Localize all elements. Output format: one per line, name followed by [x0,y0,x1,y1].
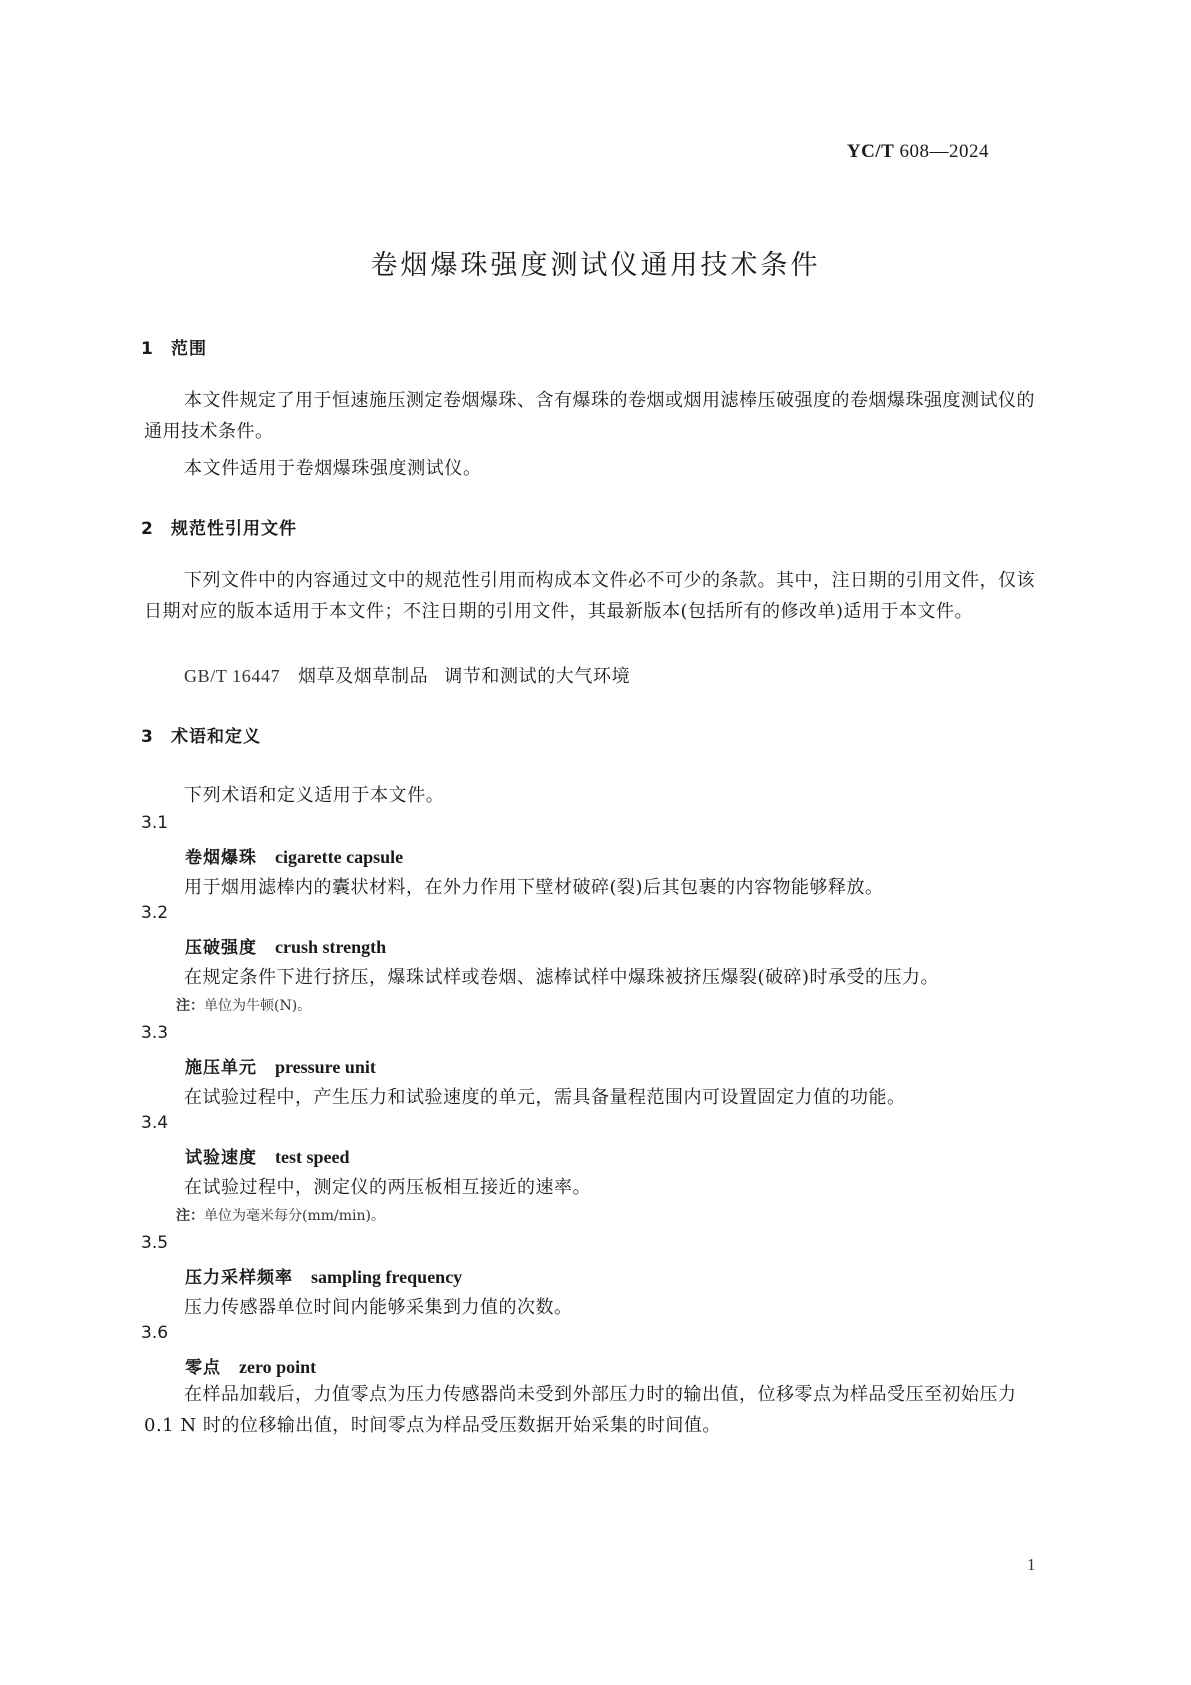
note-text: 单位为毫米每分(mm/min)。 [204,1208,385,1224]
section-heading-terms-definitions [141,722,261,747]
term-note [176,1205,385,1225]
term-definition: 在试验过程中，测定仪的两压板相互接近的速率。 [184,1177,591,1198]
term-chinese: 试验速度 [185,1148,257,1168]
section-number: 3 [141,727,154,747]
term-definition: 在试验过程中，产生压力和试验速度的单元，需具备量程范围内可设置固定力值的功能。 [184,1087,906,1108]
section-number: 1 [141,339,154,359]
section-number: 2 [141,519,154,539]
term-chinese: 零点 [185,1358,221,1378]
term-number: 3.3 [141,1023,169,1043]
reference-title-part-2: 调节和测试的大气环境 [444,666,631,687]
page-number: 1 [1027,1555,1036,1574]
term-definition: 在样品加载后，力值零点为压力传感器尚未受到外部压力时的输出值，位移零点为样品受压至初始压力 0.1 N 时的位移输出值，时间零点为样品受压数据开始采集的时间值。 [144,1384,1017,1436]
standard-code [847,141,989,163]
term-heading [185,1353,316,1378]
standard-code-prefix: YC/T [846,141,895,162]
terms-intro: 下列术语和定义适用于本文件。 [184,785,445,806]
term-heading [185,1263,462,1288]
term-number: 3.5 [141,1233,169,1253]
term-english: sampling frequency [311,1267,463,1287]
term-english: cigarette capsule [275,847,404,867]
term-english: pressure unit [275,1057,376,1077]
reference-code: GB/T 16447 [184,666,281,686]
term-definition: 在规定条件下进行挤压，爆珠试样或卷烟、滤棒试样中爆珠被挤压爆裂(破碎)时承受的压力。 [184,967,940,988]
normative-paragraph: 下列文件中的内容通过文中的规范性引用而构成本文件必不可少的条款。其中，注日期的引用文件，仅该日期对应的版本适用于本文件；不注日期的引用文件，其最新版本(包括所有的修改单)适用于本文件。 [144,570,1035,622]
term-number: 3.4 [141,1113,169,1133]
scope-paragraph-1: 本文件规定了用于恒速施压测定卷烟爆珠、含有爆珠的卷烟或烟用滤棒压破强度的卷烟爆珠强度测试仪的通用技术条件。 [144,390,1035,442]
note-label: 注： [176,1208,204,1224]
scope-paragraph-2: 本文件适用于卷烟爆珠强度测试仪。 [184,458,482,479]
term-chinese: 压破强度 [185,938,257,958]
term-definition: 压力传感器单位时间内能够采集到力值的次数。 [184,1297,573,1318]
term-number: 3.6 [141,1323,169,1343]
term-heading [185,843,403,868]
standard-code-number: 608—2024 [899,141,989,162]
reference-title-part-1: 烟草及烟草制品 [298,666,429,687]
term-english: test speed [275,1147,350,1167]
term-heading [185,1053,376,1078]
term-english: zero point [239,1357,317,1377]
term-heading [185,933,386,958]
term-chinese: 卷烟爆珠 [185,848,257,868]
term-chinese: 压力采样频率 [185,1268,293,1288]
section-heading-scope [141,334,207,359]
term-definition: 用于烟用滤棒内的囊状材料，在外力作用下壁材破碎(裂)后其包裹的内容物能够释放。 [184,877,884,898]
section-heading-normative-references [141,514,297,539]
section-title: 术语和定义 [171,727,261,747]
term-number: 3.1 [141,813,169,833]
normative-reference-item [184,662,630,688]
note-label: 注： [176,998,204,1014]
section-title: 规范性引用文件 [171,519,297,539]
term-english: crush strength [275,937,387,957]
term-number: 3.2 [141,903,169,923]
term-chinese: 施压单元 [185,1058,257,1078]
note-text: 单位为牛顿(N)。 [204,998,312,1014]
term-note [176,995,311,1015]
term-heading [185,1143,350,1168]
section-title: 范围 [171,339,207,359]
document-title: 卷烟爆珠强度测试仪通用技术条件 [370,250,821,281]
